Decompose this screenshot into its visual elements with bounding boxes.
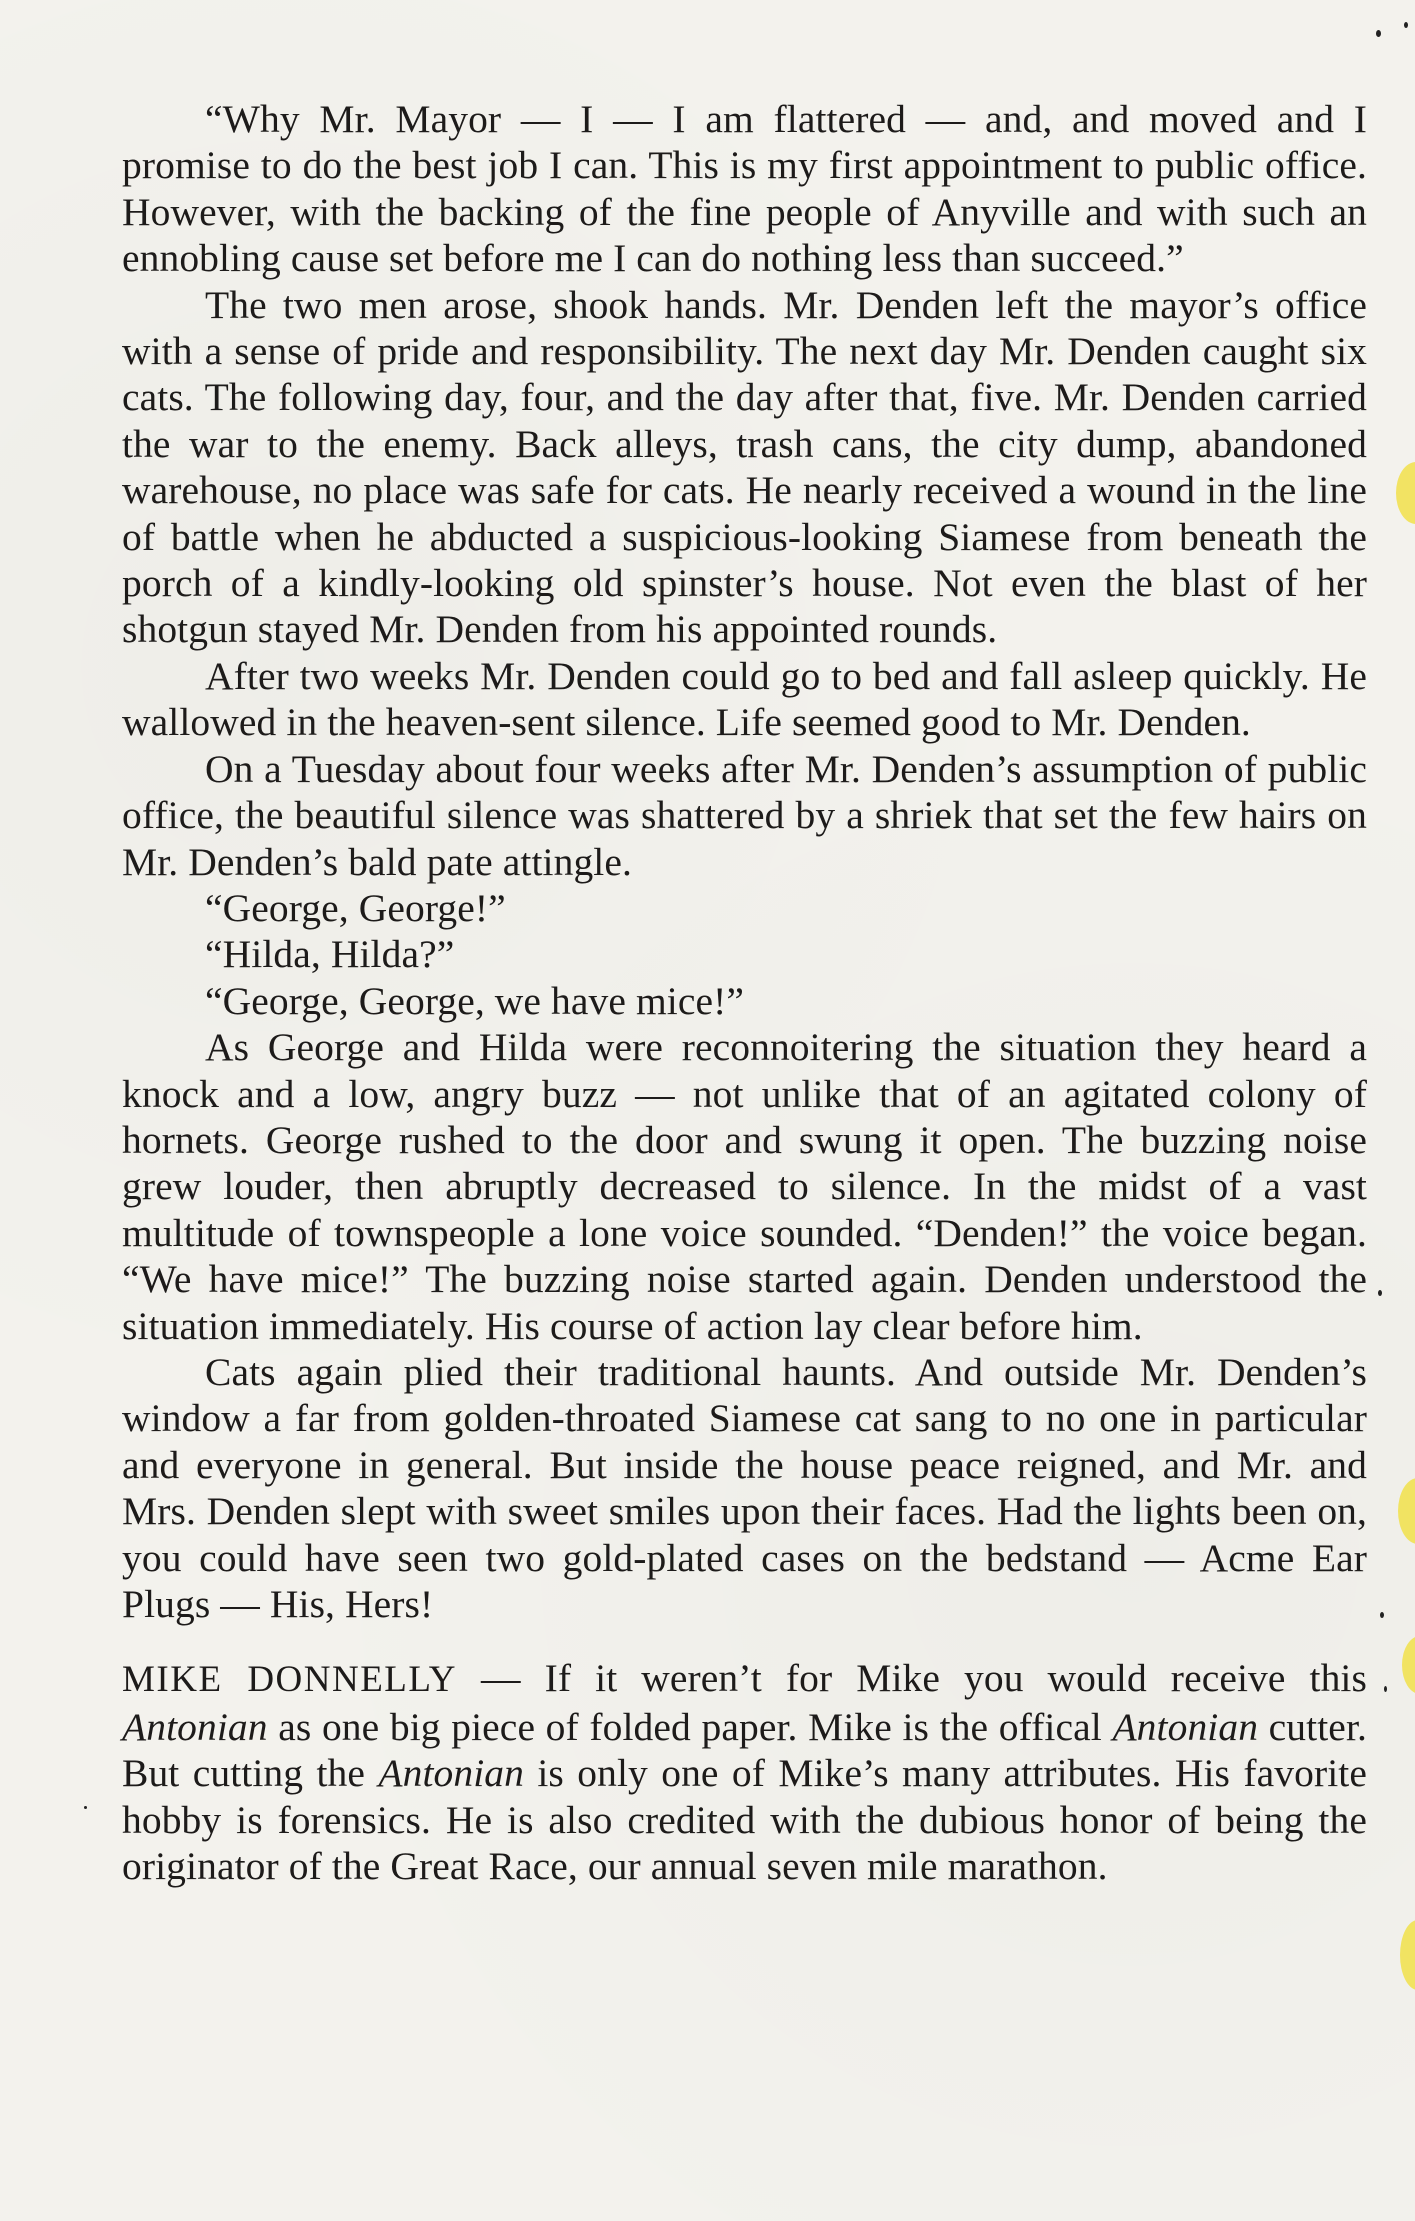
ink-speck bbox=[1384, 1686, 1387, 1692]
ink-speck bbox=[84, 1806, 87, 1809]
bio-text: is only one of Mike’s many attributes. His favorite hobby is forensics. He is also credited with the dubious honor of being the originator of the Great Race, our annual seven mile marathon. bbox=[122, 1751, 1367, 1889]
publication-name: Antonian bbox=[122, 1704, 268, 1749]
ink-speck bbox=[1376, 30, 1381, 37]
publication-name: Antonian bbox=[378, 1751, 525, 1796]
yellow-paint-stain bbox=[1398, 1478, 1415, 1544]
story-paragraph: On a Tuesday about four weeks after Mr. Denden’s assumption of public office, the beautiful silence was shattered by a shriek that set the few hairs on Mr. Denden’s bald pate attingle. bbox=[122, 746, 1367, 884]
yellow-paint-stain bbox=[1396, 462, 1415, 524]
bio-dash: — bbox=[457, 1656, 545, 1701]
bio-name: MIKE DONNELLY bbox=[122, 1659, 458, 1701]
dialogue-line: “George, George!” bbox=[205, 885, 506, 930]
ink-speck bbox=[1380, 1612, 1384, 1618]
ink-speck bbox=[1378, 1290, 1382, 1296]
bio-text: as one big piece of folded paper. Mike is the offical bbox=[267, 1704, 1113, 1749]
story-paragraph: Cats again plied their traditional haunts. And outside Mr. Denden’s window a far from golden-throated Siamese cat sang to no one in particular and everyone in general. But inside the house peace reigned, and Mr. and Mrs. Denden slept with sweet smiles upon their faces. Had the lights been on, you could have seen two gold-plated cases on the bedstand — Acme Ear Plugs — His, Hers! bbox=[122, 1349, 1367, 1626]
story-paragraph: After two weeks Mr. Denden could go to bed and fall asleep quickly. He wallowed in the heaven-sent silence. Life seemed good to Mr. Denden. bbox=[122, 653, 1367, 745]
author-bio bbox=[122, 1655, 1367, 1889]
story-paragraph: As George and Hilda were reconnoitering the situation they heard a knock and a low, angry buzz — not unlike that of an agitated colony of hornets. George rushed to the door and swung it open. The buzzing noise grew louder, then abruptly decreased to silence. In the midst of a vast multitude of townspeople a lone voice sounded. “Denden!” the voice began. “We have mice!” The buzzing noise started again. Denden understood the situation immediately. His course of action lay clear before him. bbox=[122, 1025, 1367, 1348]
yellow-paint-stain bbox=[1402, 1636, 1415, 1694]
bio-text: If it weren’t for Mike you would receive this bbox=[544, 1656, 1367, 1701]
dialogue-line: “George, George, we have mice!” bbox=[205, 978, 745, 1023]
dialogue-line: “Hilda, Hilda?” bbox=[205, 932, 455, 977]
yellow-paint-stain bbox=[1400, 1920, 1415, 1990]
bio-text: cutter. But cutting the bbox=[122, 1704, 1367, 1796]
story-text bbox=[122, 96, 1367, 1889]
ink-speck bbox=[1404, 22, 1408, 28]
publication-name: Antonian bbox=[1112, 1704, 1259, 1749]
story-paragraph: “Why Mr. Mayor — I — I am flattered — and, and moved and I promise to do the best job I can. This is my first appointment to public office. However, with the backing of the fine people of Anyville and with such an ennobling cause set before me I can do nothing less than succeed.” bbox=[122, 97, 1367, 281]
story-paragraph: The two men arose, shook hands. Mr. Denden left the mayor’s office with a sense of pride and responsibility. The next day Mr. Denden caught six cats. The following day, four, and the day after that, five. Mr. Denden carried the war to the enemy. Back alleys, trash cans, the city dump, abandoned warehouse, no place was safe for cats. He nearly received a wound in the line of battle when he abducted a suspicious-looking Siamese from beneath the porch of a kindly-looking old spinster’s house. Not even the blast of her shotgun stayed Mr. Denden from his appointed rounds. bbox=[122, 282, 1367, 652]
